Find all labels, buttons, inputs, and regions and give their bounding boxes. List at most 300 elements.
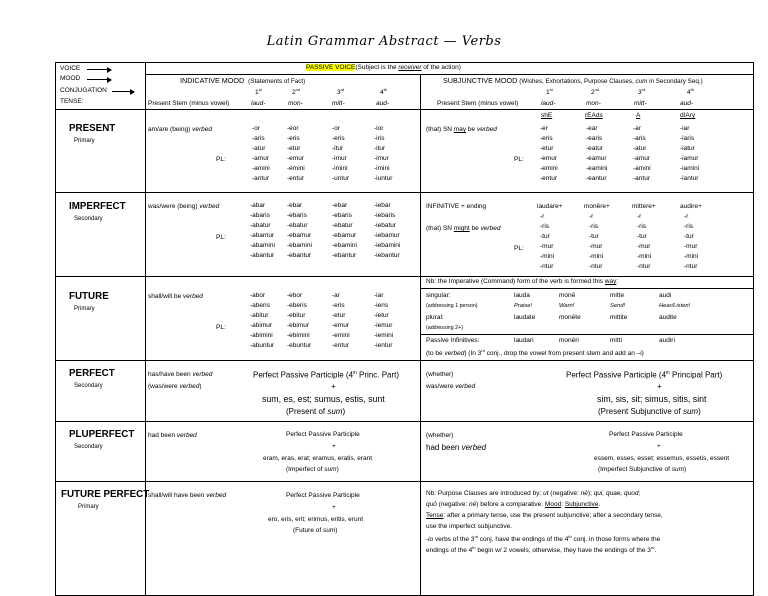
note-text: (Future of (293, 527, 323, 534)
nb-text: begin w/ 2 vowels; otherwise, they have the endings of the 3 (475, 547, 651, 555)
ending: -antur (633, 175, 650, 182)
ppp-text: Perfect Passive Participle (4 (566, 370, 667, 380)
imperfect-ind-conj2 (287, 201, 312, 261)
ending: -ebuntur (287, 342, 312, 349)
ending: -mini (637, 253, 652, 260)
meaning-text: am/are (being) (148, 126, 193, 133)
ending: -iamur (680, 155, 699, 162)
ending: -eris (332, 302, 345, 309)
pl-label-imperfect: PL: (216, 234, 226, 241)
ending: -ebamini (332, 242, 357, 249)
ending: -tur (540, 233, 550, 240)
ending: -ebar (287, 202, 303, 209)
ending: -entur (332, 342, 349, 349)
ending: -ear (586, 125, 598, 132)
nb-text: endings of the 4 (426, 547, 473, 555)
ending: -ris (637, 223, 647, 230)
ending: -amur (633, 155, 650, 162)
passive-note-receiver: receiver (398, 64, 422, 71)
singular-note: (addressing 1 person) (426, 303, 478, 309)
ending: -eberis (287, 302, 307, 309)
plus-future-perfect: + (332, 504, 336, 511)
divider-imperative-title (420, 288, 753, 289)
ending: -imur (332, 155, 347, 162)
ending: -amini (252, 165, 270, 172)
note-text: ) (336, 466, 339, 473)
subj-forms-note-pluperfect (598, 467, 686, 474)
conj-sup: rd (340, 87, 345, 92)
nb-sup: rd (650, 545, 655, 550)
subj-stem-4: aud- (680, 100, 694, 107)
ending: -iebamur (374, 232, 400, 239)
future-ind-conj1 (250, 291, 274, 351)
ending: -ientur (374, 342, 393, 349)
meaning-perfect-alt (148, 384, 201, 391)
ending: -r (684, 213, 689, 220)
subj-stem-2: mon- (586, 100, 601, 107)
nb-text: conj. in those forms where the (571, 536, 661, 544)
ending: -iemini (374, 332, 394, 339)
nb-line-6 (426, 546, 750, 557)
indicative-mood-note: (Statements of Fact) (248, 78, 306, 85)
present-subj-conj4 (680, 124, 699, 184)
subj-text: be (466, 126, 477, 133)
forms-note-pluperfect (286, 467, 339, 474)
note-text: ) (342, 407, 346, 416)
passive-note: (Subject is the (355, 64, 399, 71)
nb-text: verbs of the 3 (433, 536, 475, 544)
divider-present (56, 192, 753, 193)
nb-text: (negative: (436, 501, 470, 508)
inf-head-4: audire+ (680, 203, 702, 210)
ending: -ar (633, 125, 641, 132)
imperfect-subj-conj2 (589, 212, 603, 272)
note-text: ) (In 3 (464, 350, 482, 358)
plural-note: (addressing 2+) (426, 325, 463, 331)
subj-conj-3 (638, 88, 645, 97)
pl-label-present: PL: (216, 156, 226, 163)
nb-text: conj. have the endings of the 4 (478, 536, 569, 544)
subjunctive-mood-label: SUBJUNCTIVE MOOD (443, 76, 518, 85)
ending: -ebar (332, 202, 348, 209)
seq-future: Primary (74, 306, 95, 312)
mood-arrow-icon (87, 79, 111, 80)
singular-label: singular: (426, 292, 451, 299)
future-ind-conj2 (287, 291, 311, 351)
imp-sing-4: audi (659, 292, 672, 299)
ending: -eatur (586, 145, 603, 152)
infinitive-label: INFINITIVE + ending (426, 203, 487, 210)
voice-arrow-icon (87, 69, 111, 70)
subj-conj-1 (546, 88, 553, 97)
nb-ut: ut (543, 490, 549, 497)
present-subj-conj3 (633, 124, 651, 184)
divider-imperfect (56, 276, 753, 277)
forms-pluperfect: eram, eras, erat; eramus, eratis, erant (263, 455, 373, 462)
tense-imperfect: IMPERFECT (69, 201, 126, 212)
subj-plus-pluperfect: + (657, 443, 661, 450)
ending: -emur (332, 322, 349, 329)
conj-sup: th (690, 87, 694, 92)
ending: -abamur (250, 232, 275, 239)
ending: -emini (540, 165, 558, 172)
ending: -iebantur (374, 252, 400, 259)
note-text: (to be (426, 350, 445, 358)
ending: -mini (540, 253, 555, 260)
subj-pl-label-present: PL: (514, 156, 524, 163)
ending: -ebantur (332, 252, 357, 259)
ending: -iebaris (374, 212, 396, 219)
ppp-pluperfect: Perfect Passive Participle (286, 431, 360, 438)
imp-eng-2: Warn! (559, 303, 575, 309)
ending: -etur (287, 145, 301, 152)
ending: -abantur (250, 252, 275, 259)
note-sum: sum (327, 407, 343, 416)
ending: -iantur (680, 175, 699, 182)
ending: -imini (332, 165, 348, 172)
note-sup: rd (481, 348, 485, 353)
ending: -ris (540, 223, 550, 230)
subj-text: be (469, 225, 481, 232)
pl-label-future: PL: (216, 324, 226, 331)
nb-mood: Mood (544, 501, 562, 508)
pass-inf-3: mitti (610, 337, 622, 344)
conj-sup: nd (594, 87, 600, 92)
ending: -iris (374, 135, 385, 142)
ind-stem-3: mitt- (332, 100, 345, 107)
pass-inf-4: audiri (659, 337, 675, 344)
ending: -ietur (374, 312, 389, 319)
nb-text: . (654, 547, 657, 555)
divider-voice (145, 74, 753, 75)
page-title: Latin Grammar Abstract — Verbs (266, 34, 502, 49)
subj-verbed: verbed (480, 225, 501, 232)
ending: -ar (332, 292, 340, 299)
ending: -etur (540, 145, 554, 152)
subj-conj-4 (687, 88, 694, 97)
ending: -abuntur (250, 342, 275, 349)
meaning-present (148, 127, 212, 134)
ending: -tur (684, 233, 694, 240)
ending: -er (540, 125, 548, 132)
ind-present-stem-label: Present Stem (minus vowel) (148, 100, 230, 107)
nb-text: ); (587, 490, 594, 497)
present-ind-conj2 (287, 124, 305, 184)
ending: -emini (287, 165, 305, 172)
conj-num: 4 (687, 89, 691, 97)
imp-eng-1: Praise! (514, 303, 533, 309)
note-text: ) (698, 407, 701, 416)
nb-text: : after a primary tense, use the present subjunctive; after a secondary tense, (443, 512, 663, 519)
present-subj-conj1 (540, 124, 558, 184)
ending: -aberis (250, 302, 270, 309)
ending: -itur (374, 145, 386, 152)
passive-note-end: of the action) (421, 64, 461, 71)
nb-io: -io (426, 536, 434, 544)
imp-sing-1: lauda (514, 292, 530, 299)
note-text: (Imperfect Subjunctive of (598, 466, 672, 473)
present-ind-conj3 (332, 124, 349, 184)
imperfect-subj-conj4 (684, 212, 698, 272)
plural-label: plural: (426, 314, 444, 321)
ending: -eor (287, 125, 299, 132)
ending: -iemur (374, 322, 393, 329)
nb-sup: th (568, 534, 572, 539)
ending: -abitur (250, 312, 269, 319)
ind-stem-2: mon- (288, 100, 303, 107)
tense-future: FUTURE (69, 291, 109, 302)
meaning-verbed: verbed (192, 371, 213, 378)
ppp-sup: th (353, 370, 357, 375)
future-ind-conj3 (332, 291, 350, 351)
subj-plus-perfect: + (657, 382, 662, 391)
subj-meaning-perfect (426, 384, 475, 391)
ending: -aris (252, 135, 265, 142)
ending: -imini (374, 165, 390, 172)
ending: -ebaris (332, 212, 352, 219)
ending: -iuntur (374, 175, 393, 182)
note-text: (Present Subjunctive of (598, 407, 683, 416)
ending: -eris (287, 135, 300, 142)
subj-ppp-pluperfect: Perfect Passive Participle (609, 431, 683, 438)
divider-pluperfect (56, 481, 753, 482)
ending: -iar (374, 292, 384, 299)
forms-future-perfect: ero, eris, erit; erimus, eritis, erunt (268, 516, 363, 523)
seq-perfect: Secondary (74, 383, 103, 389)
ending: -iar (680, 125, 690, 132)
forms-perfect: sum, es, est; sumus, estis, sunt (262, 394, 385, 404)
subjunctive-note: (Wishes, Exhortations, Purpose Clauses, (519, 78, 636, 85)
divider-tense-column (145, 63, 146, 595)
ind-conj-4 (380, 88, 387, 97)
subj-forms-note-perfect (598, 408, 701, 416)
subj-meaning-imperfect (426, 226, 500, 233)
ending: -ntur (637, 263, 651, 270)
passive-voice-label: PASSIVE VOICE (306, 64, 356, 71)
ind-conj-2 (292, 88, 300, 97)
imperfect-ind-conj4 (374, 201, 400, 261)
ppp-text: Perfect Passive Participle (4 (253, 370, 354, 380)
passive-voice-heading (306, 65, 461, 72)
nb-sup: rd (474, 534, 478, 539)
conj-sup: nd (295, 87, 301, 92)
ending: -antur (252, 175, 269, 182)
seq-future-perfect: Primary (78, 504, 99, 510)
divider-header (56, 109, 753, 110)
ending: -iatur (680, 145, 695, 152)
plus-perfect: + (331, 382, 336, 391)
ending: -untur (332, 175, 349, 182)
tense-present: PRESENT (69, 123, 116, 134)
ending: -iebamini (374, 242, 401, 249)
imp-eng-3: Send! (610, 303, 626, 309)
meaning-text: shall/will have been (148, 492, 207, 499)
ending: -amini (633, 165, 651, 172)
ending: -mur (589, 243, 603, 250)
imp-plur-4: audite (659, 314, 677, 321)
note-sum: sum (322, 527, 336, 534)
purpose-clause-notes (426, 491, 750, 557)
imperative-note (426, 279, 618, 286)
ending: -atur (252, 145, 266, 152)
ppp-future-perfect: Perfect Passive Participle (286, 492, 360, 499)
note-text: (Present of (286, 407, 328, 416)
imp-sing-3: mitte (610, 292, 625, 299)
imperfect-ind-conj3 (332, 201, 357, 261)
subj-text: (that) SN (426, 225, 454, 232)
subj-forms-perfect: sim, sis, sit; simus, sitis, sint (597, 394, 707, 404)
pass-inf-1: laudari (514, 337, 534, 344)
conj-sup: rd (641, 87, 646, 92)
imp-plur-2: monēte (559, 314, 581, 321)
ending: -entur (287, 175, 304, 182)
ending: -ebamini (287, 242, 312, 249)
subj-conj-2 (591, 88, 599, 97)
ending: -entur (540, 175, 557, 182)
passive-infinitives-label: Passive Infinitives: (426, 337, 480, 344)
future-ind-conj4 (374, 291, 393, 351)
ending: -ebaris (287, 212, 307, 219)
nb-tense: Tense (426, 512, 444, 519)
divider-future (56, 360, 753, 361)
ending: -mur (637, 243, 651, 250)
imperative-colon: : (616, 278, 619, 285)
ind-conj-3 (337, 88, 344, 97)
seq-present: Primary (74, 138, 95, 144)
subjunctive-mood-heading (443, 77, 703, 85)
ind-stem-1: laud- (251, 100, 266, 107)
meaning-future-perfect (148, 493, 226, 500)
note-sum: sum (324, 466, 337, 473)
subj-text: had been (426, 443, 462, 452)
nb-subjunctive: Subjunctive (564, 501, 599, 508)
forms-note-future-perfect (293, 528, 337, 535)
meaning-verbed: verbed (183, 293, 203, 300)
subj-stem-3: mitt- (634, 100, 647, 107)
imp-plur-3: mittite (610, 314, 628, 321)
ending: -abatur (250, 222, 271, 229)
nb-text: : (561, 501, 565, 508)
ending: -abimur (250, 322, 273, 329)
meaning-perfect (148, 372, 212, 379)
ending: -emur (287, 155, 304, 162)
subjunctive-note-end: in Secondary Seq.) (647, 78, 703, 85)
ending: -imur (374, 155, 389, 162)
imperfect-subj-conj3 (637, 212, 651, 272)
ending: -ntur (684, 263, 698, 270)
imp-plur-1: laudate (514, 314, 536, 321)
imperative-text: Nb: the Imperative (Command) form of the verb is formed this (426, 278, 605, 285)
subj-whether-pluperfect: (whether) (426, 432, 454, 439)
subj-verbed: verbed (455, 383, 476, 390)
ending: -emini (332, 332, 350, 339)
ending: -abor (250, 292, 266, 299)
ind-conj-1 (255, 88, 262, 97)
meaning-verbed: verbed (199, 203, 220, 210)
nb-ne: nē (469, 501, 477, 508)
conj-sup: st (258, 87, 262, 92)
subj-pl-label-imperfect: PL: (514, 245, 524, 252)
ending: -mur (540, 243, 554, 250)
subj-verbed: verbed (461, 443, 487, 452)
nb-line-4: use the imperfect subjunctive. (426, 523, 512, 530)
inf-head-1: laudare+ (537, 203, 563, 210)
mood-label: MOOD (60, 75, 81, 82)
ending: -eris (332, 135, 345, 142)
conj-num: 1 (255, 89, 259, 97)
meaning-imperfect (148, 204, 219, 211)
ending: -ebantur (287, 252, 312, 259)
divider-perfect (56, 421, 753, 422)
nb-text: . (598, 501, 601, 508)
imp-sing-2: monē (559, 292, 576, 299)
subj-may: may (453, 126, 467, 133)
meaning-text: (was/were (148, 383, 180, 390)
passive-infinitive-note (426, 349, 644, 358)
pass-inf-2: monēri (559, 337, 579, 344)
meaning-text: was/were (being) (148, 203, 200, 210)
ending: -abaris (250, 212, 270, 219)
ending: -iebatur (374, 222, 397, 229)
ending: -emur (540, 155, 557, 162)
divider-imperative (420, 334, 753, 335)
note-verbed: verbed (444, 350, 465, 358)
ending: -ebamur (287, 232, 312, 239)
meaning-verbed: verbed (206, 492, 227, 499)
ind-stem-4: aud- (376, 100, 390, 107)
ppp-sup: th (666, 370, 670, 375)
imp-eng-4: Hear/Listen! (659, 303, 691, 309)
conj-sup: th (383, 87, 387, 92)
plus-pluperfect: + (332, 443, 336, 450)
ending: -ebimini (287, 332, 310, 339)
imperative-way: way (604, 278, 617, 285)
conj-num: 4 (380, 89, 384, 97)
subj-text: was/were (426, 383, 456, 390)
note-sum: sum (671, 466, 684, 473)
ending: -aris (633, 135, 646, 142)
voice-label: VOICE (60, 65, 81, 72)
ending: -ebamur (332, 232, 357, 239)
ending: -eamini (586, 165, 608, 172)
nb-text: (negative: (548, 490, 581, 497)
ending: -ris (589, 223, 599, 230)
tense-future-perfect: FUTURE PERFECT (61, 489, 150, 500)
nb-sup: th (472, 545, 476, 550)
inf-head-2: monēre+ (584, 203, 610, 210)
tense-pluperfect: PLUPERFECT (69, 429, 135, 440)
ending: -iebar (374, 202, 391, 209)
subjunctive-note-cum: cum (635, 78, 648, 85)
ending: -r (589, 213, 594, 220)
ending: -or (252, 125, 260, 132)
subj-verbed: verbed (476, 126, 497, 133)
nb-ne: nē (580, 490, 588, 497)
subj-whether-perfect: (whether) (426, 371, 454, 378)
nb-text: ) before a comparative. (476, 501, 545, 508)
ending: -ieris (374, 302, 389, 309)
subj-might: might (453, 225, 470, 232)
imperfect-subj-conj1 (540, 212, 554, 272)
ending: -r (540, 213, 545, 220)
ending: -ntur (589, 263, 603, 270)
inf-head-3: mittere+ (632, 203, 656, 210)
ppp-perfect (253, 371, 399, 380)
ending: -iaris (680, 135, 695, 142)
note-text: (Imperfect of (286, 466, 325, 473)
ending: -etur (332, 312, 346, 319)
subj-forms-pluperfect: essem, esses, esset; essemus, essetis, essent (594, 455, 730, 462)
